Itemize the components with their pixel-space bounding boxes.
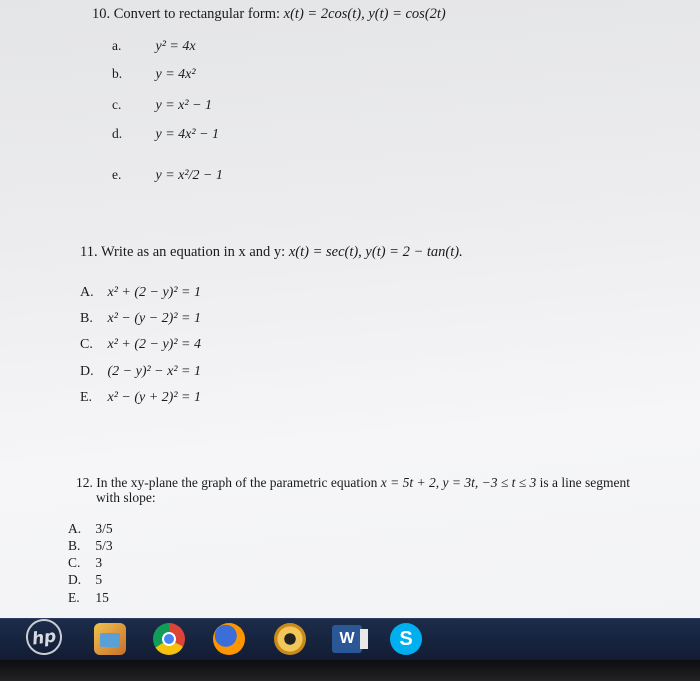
q12-equation: x = 5t + 2, y = 3t, −3 ≤ t ≤ 3 [380,475,537,490]
word-icon[interactable] [332,625,362,653]
q12-title-a: 12. In the xy-plane the graph of the parametric equation [76,475,378,490]
q12-choice-e [68,590,109,606]
q12-choice-c [68,555,102,571]
choice-letter: E. [68,590,80,605]
q11-choice-a [80,285,201,301]
q12-heading-cont: with slope: [96,490,156,505]
q10-title: 10. Convert to rectangular form: [92,6,281,22]
choice-letter: e. [112,167,122,182]
hp-logo-icon: hp [24,617,65,658]
choice-text: 3 [95,555,103,570]
choice-letter: c. [112,97,122,112]
firefox-icon[interactable] [213,623,245,655]
choice-text: x² − (y − 2)² = 1 [107,311,201,326]
choice-letter: C. [68,555,81,570]
choice-letter: B. [68,538,81,553]
camera-icon[interactable] [274,623,306,655]
choice-text: y = x² − 1 [155,98,213,113]
choice-letter: A. [80,285,94,300]
choice-text: x² + (2 − y)² = 1 [107,285,201,300]
choice-text: (2 − y)² − x² = 1 [107,364,201,379]
q12-choice-a [68,521,113,537]
q11-equations: x(t) = sec(t), y(t) = 2 − tan(t). [288,244,463,260]
q10-choice-b [112,66,196,83]
q12-heading [76,475,630,491]
q11-choice-e [80,390,201,406]
q10-choice-d [112,126,219,143]
skype-letter: S [399,628,413,650]
choice-text: x² − (y + 2)² = 1 [107,390,201,405]
choice-letter: B. [80,311,93,326]
choice-text: x² + (2 − y)² = 4 [107,337,201,352]
monitor-bezel [0,660,700,681]
word-letter: W [339,630,355,647]
q12-choice-d [68,572,102,588]
choice-text: y = x²/2 − 1 [155,168,223,183]
choice-text: 3/5 [95,521,113,536]
q11-choice-d [80,364,201,380]
choice-text: 15 [95,590,109,605]
q11-choice-b [80,311,201,327]
skype-icon[interactable] [390,623,422,655]
q10-choice-a [112,38,196,55]
q11-heading [80,244,463,261]
choice-letter: A. [68,521,82,536]
q10-heading [92,6,446,23]
choice-letter: d. [112,126,123,141]
q10-choice-e [112,167,223,184]
q12-title-b: is a line segment [539,475,630,490]
choice-letter: E. [80,390,93,405]
choice-text: y² = 4x [155,39,196,54]
choice-text: 5 [95,572,103,587]
q10-equations: x(t) = 2cos(t), y(t) = cos(2t) [283,6,446,22]
choice-text: y = 4x² − 1 [155,127,220,142]
choice-letter: D. [68,572,82,587]
word-icon-page [360,629,368,649]
choice-letter: b. [112,66,123,81]
choice-letter: a. [112,38,122,53]
chrome-icon[interactable] [153,623,185,655]
choice-text: 5/3 [95,538,113,553]
choice-text: y = 4x² [155,67,196,82]
q12-choice-b [68,538,113,554]
q11-choice-c [80,337,201,353]
q11-title: 11. Write as an equation in x and y: [80,244,286,260]
choice-letter: D. [80,364,94,379]
choice-letter: C. [80,337,93,352]
q10-choice-c [112,97,212,114]
file-explorer-icon[interactable] [94,623,126,655]
